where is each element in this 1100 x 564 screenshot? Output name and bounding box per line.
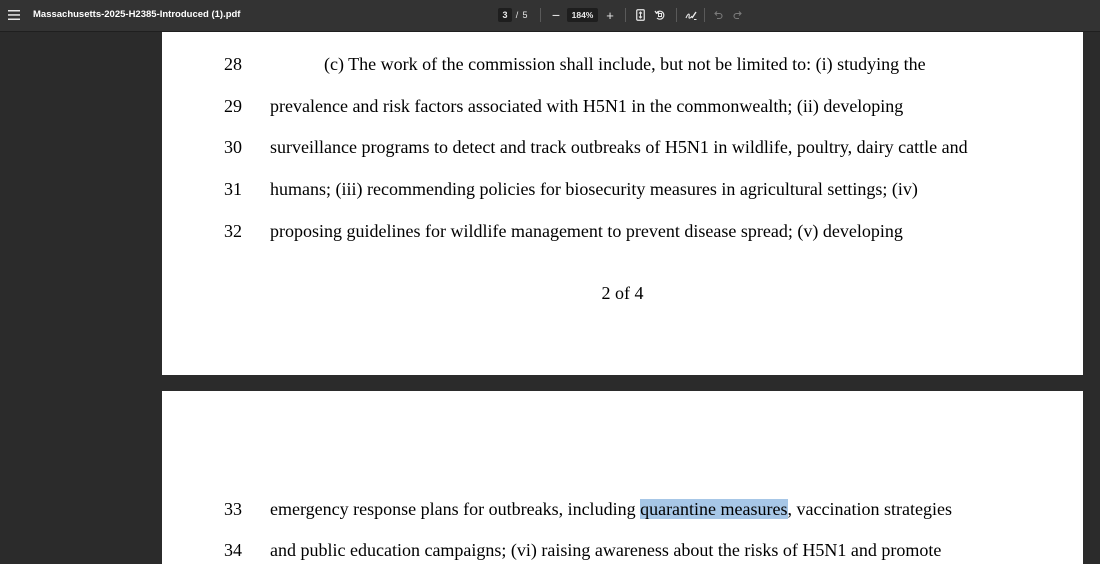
toolbar-divider xyxy=(625,8,626,22)
line-number: 32 xyxy=(224,221,242,241)
page-footer: 2 of 4 xyxy=(601,283,644,303)
fit-page-button[interactable] xyxy=(634,8,646,22)
text-segment: , vaccination strategies xyxy=(787,499,952,519)
line-text xyxy=(270,499,952,520)
page-total: 5 xyxy=(522,10,528,20)
line-number: 29 xyxy=(224,96,242,116)
menu-icon xyxy=(8,10,20,20)
redo-icon xyxy=(733,10,743,20)
page-number-input[interactable]: 3 xyxy=(498,8,512,22)
document-line xyxy=(162,137,1083,161)
document-line xyxy=(162,179,1083,203)
pdf-toolbar xyxy=(0,0,1100,32)
zoom-in-button[interactable]: + xyxy=(606,7,614,23)
line-text: humans; (iii) recommending policies for biosecurity measures in agricultural settings; (iv) xyxy=(270,179,918,199)
line-number: 33 xyxy=(224,499,242,519)
toolbar-divider xyxy=(704,8,705,22)
document-viewer[interactable] xyxy=(0,32,1100,564)
document-line xyxy=(162,96,1083,120)
menu-button[interactable] xyxy=(6,7,22,23)
zoom-out-button[interactable]: − xyxy=(551,7,561,23)
annotate-icon xyxy=(685,9,697,21)
line-text: and public education campaigns; (vi) raising awareness about the risks of H5N1 and promote xyxy=(270,540,942,560)
annotate-button[interactable] xyxy=(684,7,698,23)
document-line xyxy=(162,54,1083,78)
fit-page-icon xyxy=(636,9,645,21)
text-segment: emergency response plans for outbreaks, including xyxy=(270,499,641,519)
line-number: 28 xyxy=(224,54,242,74)
line-text: proposing guidelines for wildlife management to prevent disease spread; (v) developing xyxy=(270,221,903,241)
toolbar-divider xyxy=(540,8,541,22)
document-line xyxy=(162,221,1083,245)
rotate-button[interactable] xyxy=(653,7,667,23)
rotate-icon xyxy=(654,9,666,21)
undo-icon xyxy=(713,10,723,20)
undo-button[interactable] xyxy=(712,7,724,23)
selected-text-highlight[interactable]: quarantine measures xyxy=(640,499,788,519)
line-number: 34 xyxy=(224,540,242,560)
line-text: surveillance programs to detect and track outbreaks of H5N1 in wildlife, poultry, dairy cattle and xyxy=(270,137,968,157)
line-number: 30 xyxy=(224,137,242,157)
zoom-level-input[interactable]: 184% xyxy=(567,8,598,22)
line-text: (c) The work of the commission shall include, but not be limited to: (i) studying the xyxy=(324,54,926,74)
document-line xyxy=(162,499,1083,523)
document-title: Massachusetts-2025-H2385-Introduced (1).pdf xyxy=(33,9,241,20)
page-separator: / xyxy=(515,10,519,20)
line-number: 31 xyxy=(224,179,242,199)
line-text: prevalence and risk factors associated with H5N1 in the commonwealth; (ii) developing xyxy=(270,96,904,116)
pdf-page xyxy=(162,391,1083,564)
document-line xyxy=(162,540,1083,564)
redo-button[interactable] xyxy=(732,7,744,23)
pdf-page xyxy=(162,32,1083,375)
toolbar-divider xyxy=(676,8,677,22)
